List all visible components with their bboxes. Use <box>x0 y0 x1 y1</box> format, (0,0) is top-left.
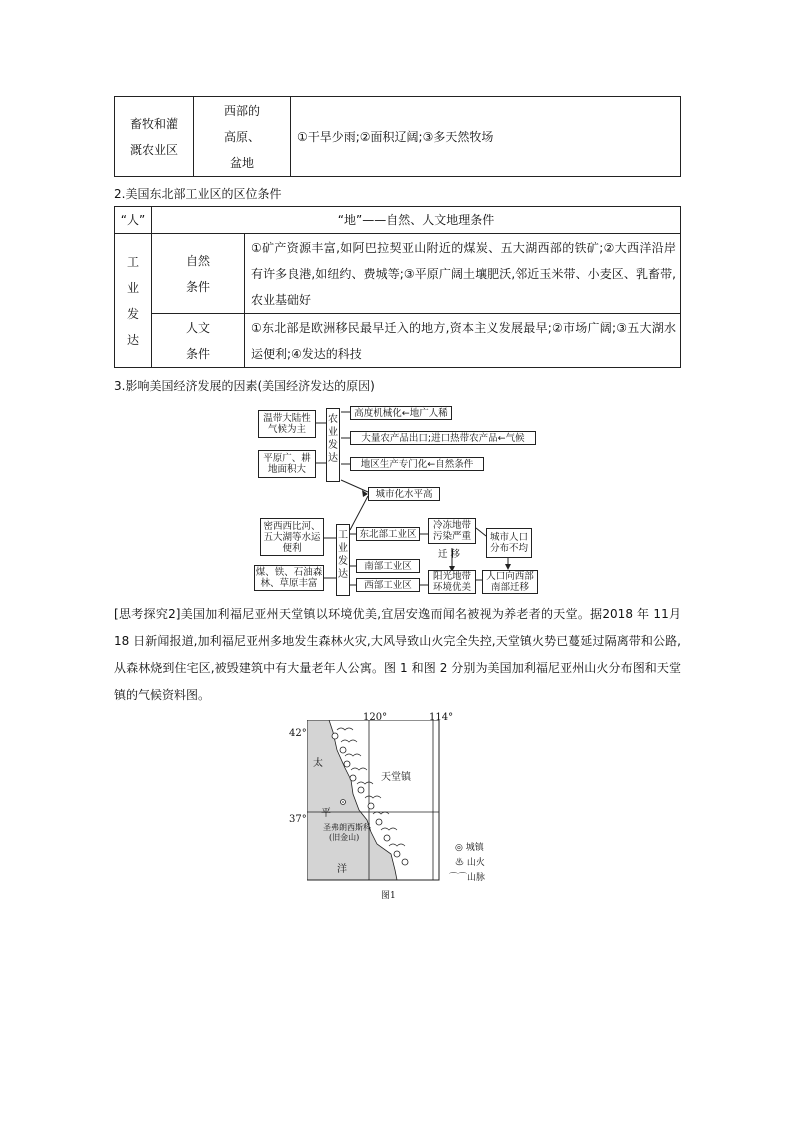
label-migrate: 迁 移 <box>438 549 461 560</box>
box-climate: 温带大陆性气候为主 <box>258 410 316 438</box>
natural-label <box>152 234 245 314</box>
header-ren: “人” <box>115 207 152 234</box>
region-location-text: 西部的高原、盆地 <box>223 103 260 170</box>
box-agri-3: 地区生产专门化←自然条件 <box>350 457 484 471</box>
legend-town <box>455 840 484 853</box>
box-uneven: 城市人口分布不均 <box>486 528 532 558</box>
ocean-char-3: 洋 <box>337 864 347 875</box>
heading-3: 3.影响美国经济发展的因素(美国经济发达的原因) <box>114 379 375 393</box>
legend-fire <box>455 855 485 868</box>
lat-37: 37° <box>289 814 307 825</box>
box-coal: 煤、铁、石油森林、草原丰富 <box>255 567 323 589</box>
natural-text: ①矿产资源丰富,如阿巴拉契亚山附近的煤炭、五大湖西部的铁矿;②大西洋沿岸有许多良港,如纽约、费城等;③平原广阔土壤肥沃,邻近玉米带、小麦区、乳畜带,农业基础好 <box>245 234 681 314</box>
legend-mountain <box>449 870 485 883</box>
legend-town-icon: ◎ <box>455 843 463 853</box>
lon-114: 114° <box>429 712 454 723</box>
map-figure <box>285 712 510 904</box>
lat-42: 42° <box>289 728 307 739</box>
legend-town-label: 城镇 <box>465 843 484 853</box>
ocean-char-2: 平 <box>321 808 331 819</box>
table-agriculture <box>114 96 681 177</box>
box-indus: 工业发达 <box>336 524 350 596</box>
region-type-text: 畜牧和灌溉农业区 <box>130 116 179 157</box>
label-sf-1: 圣弗朗西斯科 <box>323 823 371 832</box>
table-industry <box>114 206 681 368</box>
box-sun: 阳光地带环境优美 <box>428 570 476 594</box>
figure-caption: 图1 <box>381 891 396 901</box>
legend-mountain-label: 山脉 <box>467 873 486 883</box>
box-agri: 农业发达 <box>326 408 340 482</box>
heading-2: 2.美国东北部工业区的区位条件 <box>114 187 282 201</box>
lon-120: 120° <box>363 712 388 723</box>
box-agri-2: 大量农产品出口;进口热带农产品←气候 <box>350 431 536 445</box>
box-ne: 东北部工业区 <box>356 527 420 541</box>
row-label-industry <box>115 234 152 368</box>
think-paragraph: [思考探究2]美国加利福尼亚州天堂镇以环境优美,宜居安逸而闻名被视为养老者的天堂。据2018 年 11月 18 日新闻报道,加利福尼亚州多地发生森林火灾,大风导致山火完全失控,天堂镇火势已蔓延过隔离带和公路,从森林烧到住宅区,被毁建筑中有大量老年人公寓。图 1 和图 2 分别为美国加利福尼亚州山火分布图和天堂镇的气候资料图。 <box>114 607 681 702</box>
box-south: 南部工业区 <box>356 559 420 573</box>
box-cold: 冷冻地带污染严重 <box>428 518 476 544</box>
legend-fire-icon: ♨ <box>455 858 465 868</box>
natural-label-text: 自然条件 <box>185 253 210 294</box>
human-text: ①东北部是欧洲移民最早迁入的地方,资本主义发展最早;②市场广阔;③五大湖水运便利;④发达的科技 <box>245 314 681 368</box>
row-label-text: 工业发达 <box>126 254 139 347</box>
map-graphic <box>307 720 467 890</box>
ocean-char-1: 太 <box>313 758 323 769</box>
box-plain: 平原广、耕地面积大 <box>258 450 316 478</box>
box-move: 人口向西部南部迁移 <box>482 570 538 594</box>
human-label-text: 人文条件 <box>185 320 210 361</box>
label-sf-2: (旧金山) <box>329 833 360 842</box>
factor-diagram <box>250 402 550 598</box>
box-west: 西部工业区 <box>356 578 420 592</box>
box-river: 密西西比河、五大湖等水运便利 <box>260 518 324 556</box>
label-paradise: 天堂镇 <box>381 772 411 783</box>
cell-region-location <box>194 97 291 177</box>
cell-region-type <box>115 97 194 177</box>
cell-region-conditions: ①干旱少雨;②面积辽阔;③多天然牧场 <box>291 97 681 177</box>
human-label <box>152 314 245 368</box>
legend-fire-label: 山火 <box>466 858 485 868</box>
box-agri-1: 高度机械化←地广人稀 <box>350 406 452 420</box>
box-urban: 城市化水平高 <box>368 487 440 501</box>
header-di: “地”——自然、人文地理条件 <box>152 207 681 234</box>
legend-mountain-icon: ⌒⌒ <box>449 873 468 883</box>
